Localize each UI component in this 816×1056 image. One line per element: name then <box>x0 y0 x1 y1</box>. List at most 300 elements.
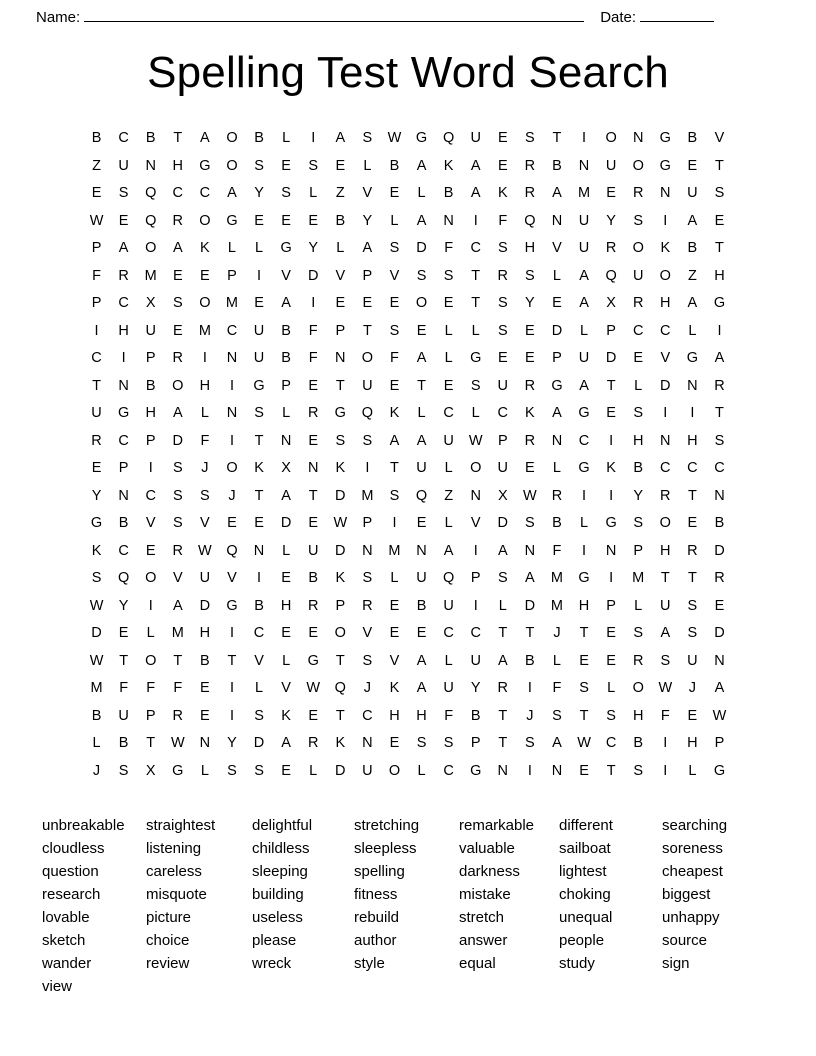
grid-letter: C <box>172 185 184 202</box>
grid-letter: U <box>253 350 265 367</box>
grid-letter: D <box>335 487 346 504</box>
grid-letter: I <box>582 542 587 559</box>
grid-letter: S <box>687 597 698 614</box>
grid-letter: U <box>497 377 509 394</box>
grid-letter: E <box>579 762 589 779</box>
grid-letter: Y <box>227 735 237 752</box>
grid-letter: S <box>254 157 264 174</box>
grid-letter: R <box>172 707 184 724</box>
grid-letter: H <box>199 377 211 394</box>
grid-letter: S <box>254 762 264 779</box>
grid-letter: U <box>307 542 319 559</box>
grid-letter: A <box>443 542 454 559</box>
grid-letter: Y <box>254 185 264 202</box>
grid-letter: U <box>578 350 590 367</box>
grid-letter: U <box>632 267 644 284</box>
word-list-item: stretching <box>354 817 420 835</box>
grid-letter: O <box>659 515 671 532</box>
grid-letter: E <box>525 350 535 367</box>
grid-letter: T <box>471 295 481 312</box>
grid-letter: F <box>552 680 562 697</box>
word-list-item: people <box>559 932 605 950</box>
grid-letter: C <box>118 432 129 449</box>
grid-letter: C <box>632 322 644 339</box>
grid-letter: T <box>308 487 318 504</box>
grid-letter: Q <box>605 267 617 284</box>
grid-letter: I <box>148 460 153 477</box>
grid-letter: Q <box>524 212 536 229</box>
grid-letter: W <box>198 542 212 559</box>
grid-letter: C <box>497 405 509 422</box>
grid-letter: E <box>606 405 616 422</box>
grid-letter: G <box>415 130 428 147</box>
grid-letter: C <box>362 707 373 724</box>
grid-letter: U <box>362 762 373 779</box>
grid-letter: N <box>362 542 373 559</box>
grid-letter: B <box>281 350 291 367</box>
word-list-item: sleeping <box>252 863 308 881</box>
grid-letter: S <box>714 185 725 202</box>
grid-letter: I <box>473 212 478 229</box>
grid-letter: S <box>362 432 373 449</box>
grid-letter: N <box>551 432 563 449</box>
grid-letter: G <box>117 405 130 422</box>
grid-letter: G <box>90 515 103 532</box>
word-list-item: lightest <box>559 863 607 881</box>
grid-letter: N <box>632 130 644 147</box>
grid-letter: L <box>92 735 101 752</box>
grid-letter: I <box>229 432 234 449</box>
word-list-item: choice <box>146 932 190 950</box>
grid-letter: G <box>280 240 292 257</box>
grid-letter: W <box>577 735 591 752</box>
grid-letter: I <box>202 350 207 367</box>
grid-letter: E <box>308 625 319 642</box>
grid-letter: U <box>687 652 698 669</box>
grid-letter: L <box>444 652 453 669</box>
grid-letter: T <box>552 130 562 147</box>
grid-letter: L <box>580 322 589 339</box>
grid-letter: G <box>470 762 482 779</box>
grid-letter: T <box>660 570 670 587</box>
grid-letter: Y <box>362 212 373 229</box>
word-list-item: study <box>559 955 595 973</box>
grid-letter: L <box>336 240 345 257</box>
grid-letter: U <box>362 377 373 394</box>
grid-letter: L <box>227 240 236 257</box>
grid-letter: I <box>717 322 722 339</box>
grid-letter: R <box>497 680 509 697</box>
grid-letter: T <box>417 377 426 394</box>
grid-letter: V <box>362 185 373 202</box>
grid-letter: R <box>551 487 563 504</box>
word-list-item: different <box>559 817 613 835</box>
grid-letter: T <box>715 240 724 257</box>
grid-letter: N <box>199 735 211 752</box>
grid-letter: R <box>714 377 725 394</box>
name-write-line[interactable] <box>84 8 584 22</box>
grid-letter: G <box>659 130 671 147</box>
grid-letter: I <box>229 625 234 642</box>
grid-letter: V <box>281 267 291 284</box>
grid-letter: R <box>172 212 184 229</box>
grid-letter: B <box>687 130 698 147</box>
grid-letter: E <box>308 212 319 229</box>
grid-letter: I <box>311 130 316 147</box>
grid-letter: E <box>633 350 644 367</box>
grid-letter: R <box>524 157 536 174</box>
grid-letter: R <box>660 487 671 504</box>
grid-letter: T <box>119 652 129 669</box>
grid-letter: Z <box>444 487 454 504</box>
grid-letter: R <box>307 735 319 752</box>
grid-letter: R <box>307 405 319 422</box>
grid-letter: S <box>389 487 400 504</box>
grid-letter: I <box>690 405 695 422</box>
grid-letter: E <box>714 597 725 614</box>
grid-letter: S <box>660 652 671 669</box>
grid-letter: G <box>578 460 590 477</box>
grid-letter: S <box>172 487 183 504</box>
grid-letter: G <box>686 350 698 367</box>
grid-letter: Y <box>606 212 616 229</box>
grid-letter: E <box>687 515 698 532</box>
grid-letter: U <box>443 680 454 697</box>
date-write-line[interactable] <box>640 8 714 22</box>
grid-letter: W <box>89 212 104 229</box>
grid-letter: P <box>335 322 346 339</box>
grid-letter: O <box>632 157 644 174</box>
grid-letter: N <box>280 432 292 449</box>
grid-letter: S <box>552 707 562 724</box>
grid-letter: L <box>688 322 697 339</box>
grid-letter: L <box>552 267 561 284</box>
grid-letter: P <box>281 377 291 394</box>
grid-letter: T <box>335 377 345 394</box>
grid-letter: Q <box>442 130 455 147</box>
grid-letter: N <box>605 542 617 559</box>
grid-letter: C <box>714 460 725 477</box>
grid-letter: T <box>471 267 481 284</box>
grid-letter: T <box>579 625 589 642</box>
grid-letter: U <box>199 570 211 587</box>
grid-letter: D <box>91 625 102 642</box>
word-list-item: sailboat <box>559 840 611 858</box>
grid-letter: O <box>199 295 211 312</box>
grid-letter: E <box>91 460 102 477</box>
grid-letter: S <box>362 130 373 147</box>
grid-letter: L <box>444 460 453 477</box>
grid-letter: F <box>146 680 156 697</box>
grid-letter: V <box>552 240 562 257</box>
word-list-item: valuable <box>459 840 515 858</box>
grid-letter: Q <box>117 570 130 587</box>
grid-letter: V <box>470 515 481 532</box>
grid-letter: I <box>473 542 478 559</box>
grid-letter: N <box>226 405 238 422</box>
grid-letter: I <box>527 762 532 779</box>
grid-letter: E <box>389 735 400 752</box>
grid-letter: E <box>200 707 210 724</box>
grid-letter: H <box>172 157 184 174</box>
grid-letter: L <box>282 405 291 422</box>
word-list-item: research <box>42 886 101 904</box>
grid-letter: D <box>497 515 509 532</box>
grid-letter: A <box>470 185 481 202</box>
grid-letter: L <box>255 680 264 697</box>
grid-letter: K <box>254 460 264 477</box>
grid-letter: V <box>227 570 237 587</box>
word-list-item: fitness <box>354 886 398 904</box>
grid-letter: E <box>335 157 346 174</box>
grid-letter: L <box>282 652 291 669</box>
grid-letter: E <box>308 432 319 449</box>
grid-letter: P <box>91 240 102 257</box>
word-list-item: picture <box>146 909 192 927</box>
grid-letter: L <box>607 680 616 697</box>
grid-letter: E <box>416 625 427 642</box>
grid-letter: J <box>553 625 561 642</box>
grid-letter: C <box>578 432 590 449</box>
grid-letter: F <box>498 212 508 229</box>
grid-letter: A <box>714 350 725 367</box>
grid-letter: E <box>552 295 562 312</box>
grid-letter: L <box>146 625 155 642</box>
grid-letter: B <box>552 515 562 532</box>
grid-letter: E <box>281 212 291 229</box>
grid-letter: R <box>118 267 129 284</box>
grid-letter: P <box>606 322 616 339</box>
grid-letter: I <box>663 762 668 779</box>
word-list-item: sketch <box>42 932 86 950</box>
grid-letter: A <box>172 240 183 257</box>
grid-letter: E <box>200 680 210 697</box>
grid-letter: A <box>579 377 589 394</box>
grid-letter: A <box>660 625 671 642</box>
grid-letter: B <box>308 570 319 587</box>
grid-letter: R <box>632 185 644 202</box>
grid-letter: X <box>606 295 616 312</box>
grid-letter: A <box>552 735 562 752</box>
grid-letter: I <box>229 377 234 394</box>
grid-letter: E <box>281 762 291 779</box>
grid-letter: S <box>416 267 427 284</box>
grid-letter: N <box>714 652 725 669</box>
grid-letter: N <box>307 460 319 477</box>
grid-letter: T <box>254 432 264 449</box>
grid-letter: C <box>118 542 129 559</box>
grid-letter: T <box>498 707 508 724</box>
grid-letter: K <box>200 240 210 257</box>
grid-letter: E <box>308 377 319 394</box>
grid-letter: X <box>145 762 156 779</box>
grid-letter: U <box>578 212 590 229</box>
grid-letter: B <box>525 652 535 669</box>
word-list-item: answer <box>459 932 508 950</box>
grid-letter: B <box>281 322 291 339</box>
grid-letter: K <box>497 185 508 202</box>
grid-letter: C <box>470 240 481 257</box>
grid-letter: H <box>416 707 427 724</box>
grid-letter: V <box>281 680 291 697</box>
grid-letter: F <box>308 322 318 339</box>
word-search-grid <box>83 131 733 778</box>
grid-letter: U <box>91 405 102 422</box>
grid-letter: N <box>497 762 509 779</box>
word-list-item: choking <box>559 886 611 904</box>
grid-letter: H <box>145 405 156 422</box>
page-title: Spelling Test Word Search <box>147 48 669 97</box>
grid-letter: L <box>309 762 318 779</box>
grid-letter: N <box>118 487 129 504</box>
grid-letter: L <box>200 405 209 422</box>
grid-letter: T <box>715 405 724 422</box>
grid-letter: R <box>632 652 644 669</box>
grid-letter: S <box>227 762 237 779</box>
grid-letter: P <box>145 432 156 449</box>
grid-letter: L <box>552 460 561 477</box>
word-list-item: source <box>662 932 708 950</box>
grid-letter: L <box>282 130 291 147</box>
header-row <box>36 6 780 26</box>
grid-letter: L <box>634 377 643 394</box>
grid-letter: A <box>200 130 210 147</box>
grid-letter: P <box>470 735 481 752</box>
word-column <box>559 814 662 998</box>
grid-letter: O <box>632 680 644 697</box>
grid-letter: S <box>172 515 183 532</box>
grid-letter: A <box>497 542 508 559</box>
grid-letter: T <box>498 735 508 752</box>
grid-letter: E <box>118 625 129 642</box>
grid-letter: U <box>416 460 427 477</box>
grid-letter: B <box>714 515 725 532</box>
grid-letter: Q <box>361 405 373 422</box>
grid-letter: W <box>306 680 321 697</box>
grid-letter: F <box>444 707 454 724</box>
word-list-item: author <box>354 932 397 950</box>
grid-letter: Q <box>226 542 238 559</box>
grid-letter: S <box>172 295 183 312</box>
grid-letter: I <box>582 487 587 504</box>
grid-letter: S <box>254 707 264 724</box>
grid-letter: A <box>416 432 427 449</box>
grid-letter: L <box>417 185 426 202</box>
grid-letter: D <box>307 267 319 284</box>
grid-letter: T <box>92 377 101 394</box>
grid-letter: G <box>307 652 319 669</box>
grid-letter: S <box>118 185 129 202</box>
grid-letter: M <box>632 570 645 587</box>
grid-letter: E <box>308 707 319 724</box>
grid-letter: L <box>471 405 480 422</box>
grid-letter: S <box>470 377 481 394</box>
grid-letter: E <box>281 570 291 587</box>
grid-letter: U <box>145 322 156 339</box>
grid-letter: O <box>632 240 644 257</box>
grid-letter: P <box>145 707 156 724</box>
grid-letter: H <box>714 267 725 284</box>
word-list <box>36 814 780 998</box>
grid-letter: D <box>335 542 346 559</box>
grid-letter: O <box>361 350 373 367</box>
grid-letter: L <box>200 762 209 779</box>
grid-letter: U <box>443 597 454 614</box>
grid-letter: I <box>663 735 668 752</box>
grid-letter: B <box>389 157 400 174</box>
grid-letter: P <box>552 350 562 367</box>
grid-letter: S <box>172 460 183 477</box>
grid-letter: B <box>416 597 427 614</box>
grid-letter: E <box>389 295 400 312</box>
grid-letter: C <box>687 460 698 477</box>
grid-letter: N <box>551 212 563 229</box>
grid-letter: D <box>605 350 617 367</box>
grid-letter: E <box>389 377 400 394</box>
grid-letter: I <box>229 680 234 697</box>
grid-letter: A <box>416 680 427 697</box>
grid-letter: S <box>118 762 129 779</box>
grid-letter: B <box>443 185 454 202</box>
grid-letter: F <box>173 680 183 697</box>
grid-letter: S <box>633 405 644 422</box>
grid-letter: I <box>365 460 370 477</box>
grid-letter: G <box>226 212 238 229</box>
grid-letter: A <box>714 680 725 697</box>
grid-letter: B <box>633 735 644 752</box>
grid-letter: X <box>145 295 156 312</box>
grid-letter: S <box>308 157 319 174</box>
word-list-item: cloudless <box>42 840 105 858</box>
grid-letter: I <box>148 597 153 614</box>
grid-letter: B <box>633 460 644 477</box>
grid-letter: U <box>416 570 427 587</box>
grid-letter: A <box>172 405 183 422</box>
grid-letter: I <box>609 570 614 587</box>
grid-letter: K <box>91 542 102 559</box>
grid-letter: M <box>361 487 374 504</box>
grid-letter: R <box>307 597 319 614</box>
name-label: Name: <box>36 9 81 26</box>
grid-letter: I <box>527 680 532 697</box>
grid-letter: E <box>497 157 508 174</box>
grid-letter: E <box>497 130 508 147</box>
word-list-item: sign <box>662 955 690 973</box>
grid-letter: R <box>605 240 617 257</box>
grid-letter: L <box>444 322 453 339</box>
grid-letter: H <box>280 597 292 614</box>
grid-letter: P <box>118 460 129 477</box>
grid-letter: E <box>254 515 264 532</box>
grid-letter: T <box>525 625 535 642</box>
grid-letter: R <box>524 185 536 202</box>
word-list-item: careless <box>146 863 202 881</box>
word-column <box>459 814 559 998</box>
grid-letter: S <box>714 432 725 449</box>
grid-letter: R <box>524 377 536 394</box>
grid-letter: O <box>415 295 428 312</box>
grid-letter: P <box>362 515 373 532</box>
grid-letter: E <box>497 350 508 367</box>
grid-letter: Q <box>415 487 428 504</box>
word-list-item: review <box>146 955 190 973</box>
word-list-item: listening <box>146 840 202 858</box>
grid-letter: K <box>335 460 346 477</box>
grid-letter: T <box>362 322 372 339</box>
grid-letter: U <box>687 185 698 202</box>
grid-letter: R <box>172 350 184 367</box>
word-column <box>146 814 252 998</box>
